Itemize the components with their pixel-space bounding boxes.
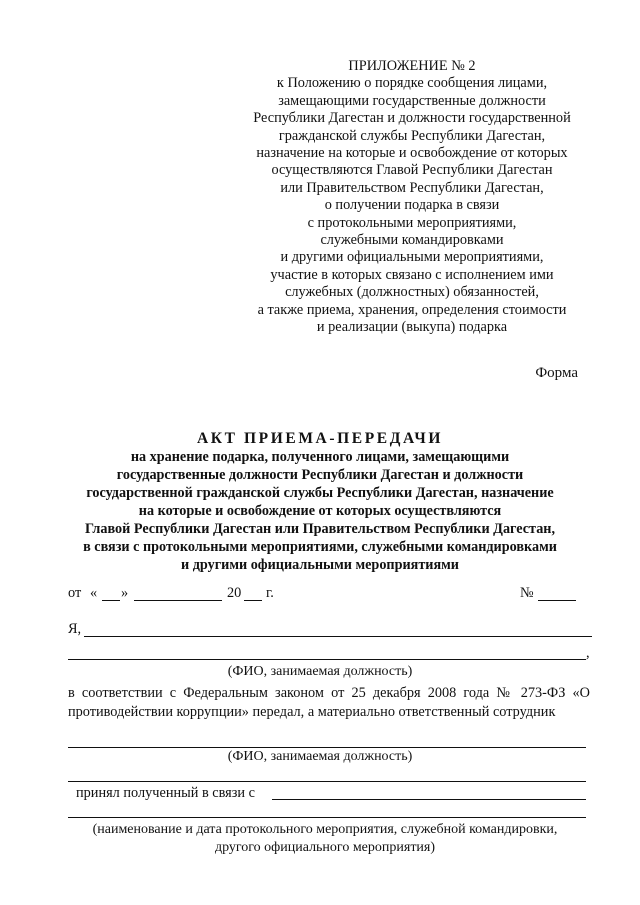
- appendix-line: о получении подарка в связи: [324, 197, 500, 214]
- appendix-line: служебными командировками: [320, 232, 504, 249]
- year-prefix: 20: [227, 585, 242, 601]
- event-caption-line: другого официального мероприятия): [214, 840, 436, 855]
- appendix-line: гражданской службы Республики Дагестан,: [278, 127, 546, 144]
- act-subtitle-line: и другими официальными мероприятиями: [181, 557, 459, 573]
- act-subtitle-line: Главой Республики Дагестан или Правительством Республики Дагестан,: [84, 521, 556, 537]
- law-paragraph: в соответствии с Федеральным законом от 25 декабря 2008 года № 273-ФЗ «О противодействии коррупции» передал, а материально ответственный сотрудник: [68, 685, 590, 720]
- date-from-label: от: [68, 585, 82, 601]
- employee-field[interactable]: [68, 747, 586, 748]
- appendix-line: с протокольными мероприятиями,: [307, 214, 517, 231]
- event-field-1[interactable]: [272, 799, 586, 800]
- event-caption: [40, 821, 610, 857]
- close-quote: »: [121, 585, 129, 601]
- fio-caption-2: (ФИО, занимаемая должность): [227, 749, 413, 764]
- act-subtitle-line: государственные должности Республики Дагестан и должности: [116, 467, 524, 483]
- appendix-line: к Положению о порядке сообщения лицами,: [276, 75, 548, 92]
- event-field-2[interactable]: [68, 817, 586, 818]
- form-label: Форма: [535, 365, 578, 381]
- act-subtitle: [40, 448, 600, 574]
- act-title: АКТ ПРИЕМА-ПЕРЕДАЧИ: [196, 430, 444, 447]
- fio-caption: (ФИО, занимаемая должность): [227, 664, 413, 679]
- day-field[interactable]: [102, 600, 120, 601]
- year-suffix: г.: [266, 585, 274, 601]
- appendix-line: замещающими государственные должности: [278, 92, 546, 109]
- open-quote: «: [90, 585, 98, 601]
- received-label: принял полученный в связи с: [76, 785, 255, 801]
- fio-field-2[interactable]: [68, 659, 586, 660]
- trailing-comma: ,: [586, 645, 590, 661]
- appendix-line: и реализации (выкупа) подарка: [316, 319, 508, 336]
- appendix-line: и другими официальными мероприятиями,: [280, 249, 544, 266]
- appendix-line: участие в которых связано с исполнением ими: [270, 266, 554, 283]
- number-field[interactable]: [538, 600, 576, 601]
- number-label: №: [520, 585, 534, 601]
- act-subtitle-line: в связи с протокольными мероприятиями, служебными командировками: [83, 539, 557, 555]
- event-caption-line: (наименование и дата протокольного мероприятия, служебной командировки,: [92, 822, 558, 837]
- appendix-line: или Правительством Республики Дагестан,: [280, 179, 544, 196]
- appendix-line: осуществляются Главой Республики Дагестан: [271, 162, 553, 179]
- appendix-title: ПРИЛОЖЕНИЕ № 2: [348, 58, 476, 74]
- year-field[interactable]: [244, 600, 262, 601]
- appendix-header: [232, 58, 592, 337]
- act-subtitle-line: на которые и освобождение от которых осуществляются: [138, 503, 502, 519]
- appendix-line: а также приема, хранения, определения стоимости: [257, 301, 567, 318]
- employee-field-2[interactable]: [68, 781, 586, 782]
- month-field[interactable]: [134, 600, 222, 601]
- act-subtitle-line: на хранение подарка, полученного лицами, замещающими: [130, 449, 510, 465]
- fio-field-1[interactable]: [84, 636, 592, 637]
- appendix-line: Республики Дагестан и должности государственной: [253, 110, 571, 127]
- appendix-line: назначение на которые и освобождение от которых: [256, 145, 568, 162]
- act-subtitle-line: государственной гражданской службы Республики Дагестан, назначение: [86, 485, 554, 501]
- ya-label: Я,: [68, 621, 82, 637]
- appendix-line: служебных (должностных) обязанностей,: [285, 284, 539, 301]
